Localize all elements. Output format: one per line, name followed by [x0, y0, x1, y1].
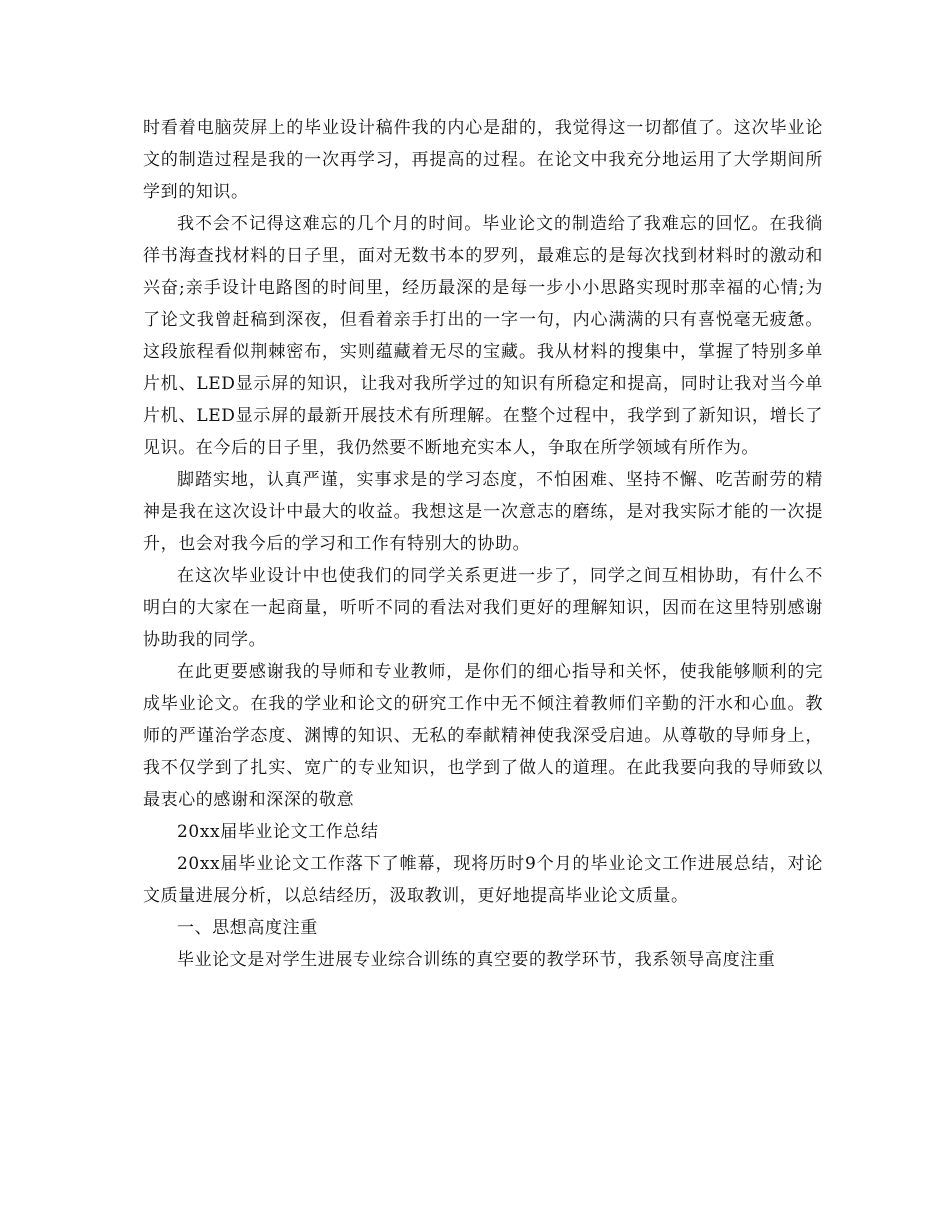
section-title-summary: 20xx届毕业论文工作总结	[177, 822, 379, 842]
paragraph-attitude: 脚踏实地，认真严谨，实事求是的学习态度，不怕困难、坚持不懈、吃苦耐劳的精神是我在这次设计中最大的收益。我想这是一次意志的磨练，是对我实际才能的一次提升，也会对我今后的学习和工作有特别大的协助。	[143, 470, 823, 554]
paragraph-continuation: 时看着电脑荧屏上的毕业设计稿件我的内心是甜的，我觉得这一切都值了。这次毕业论文的制造过程是我的一次再学习，再提高的过程。在论文中我充分地运用了大学期间所学到的知识。	[143, 118, 823, 202]
paragraph-classmates: 在这次毕业设计中也使我们的同学关系更进一步了，同学之间互相协助，有什么不明白的大家在一起商量，听听不同的看法对我们更好的理解知识，因而在这里特别感谢协助我的同学。	[143, 566, 823, 650]
paragraph-importance: 毕业论文是对学生进展专业综合训练的真空要的教学环节，我系领导高度注重	[177, 950, 776, 970]
paragraph-thanks-teachers: 在此更要感谢我的导师和专业教师，是你们的细心指导和关怀，使我能够顺利的完成毕业论文。在我的学业和论文的研究工作中无不倾注着教师们辛勤的汗水和心血。教师的严谨治学态度、渊博的知识、无私的奉献精神使我深受启迪。从尊敬的导师身上，我不仅学到了扎实、宽广的专业知识，也学到了做人的道理。在此我要向我的导师致以最衷心的感谢和深深的敬意	[143, 662, 823, 810]
document-body	[143, 112, 823, 976]
paragraph-memories: 我不会不记得这难忘的几个月的时间。毕业论文的制造给了我难忘的回忆。在我徜徉书海查找材料的日子里，面对无数书本的罗列，最难忘的是每次找到材料时的激动和兴奋;亲手设计电路图的时间里，经历最深的是每一步小小思路实现时那幸福的心情;为了论文我曾赶稿到深夜，但看着亲手打出的一字一句，内心满满的只有喜悦毫无疲惫。这段旅程看似荆棘密布，实则蕴藏着无尽的宝藏。我从材料的搜集中，掌握了特别多单片机、LED显示屏的知识，让我对我所学过的知识有所稳定和提高，同时让我对当今单片机、LED显示屏的最新开展技术有所理解。在整个过程中，我学到了新知识，增长了见识。在今后的日子里，我仍然要不断地充实本人，争取在所学领域有所作为。	[143, 214, 823, 458]
paragraph-summary-intro: 20xx届毕业论文工作落下了帷幕，现将历时9个月的毕业论文工作进展总结，对论文质量进展分析，以总结经历，汲取教训，更好地提高毕业论文质量。	[143, 854, 823, 906]
section-heading-importance: 一、思想高度注重	[177, 918, 318, 938]
